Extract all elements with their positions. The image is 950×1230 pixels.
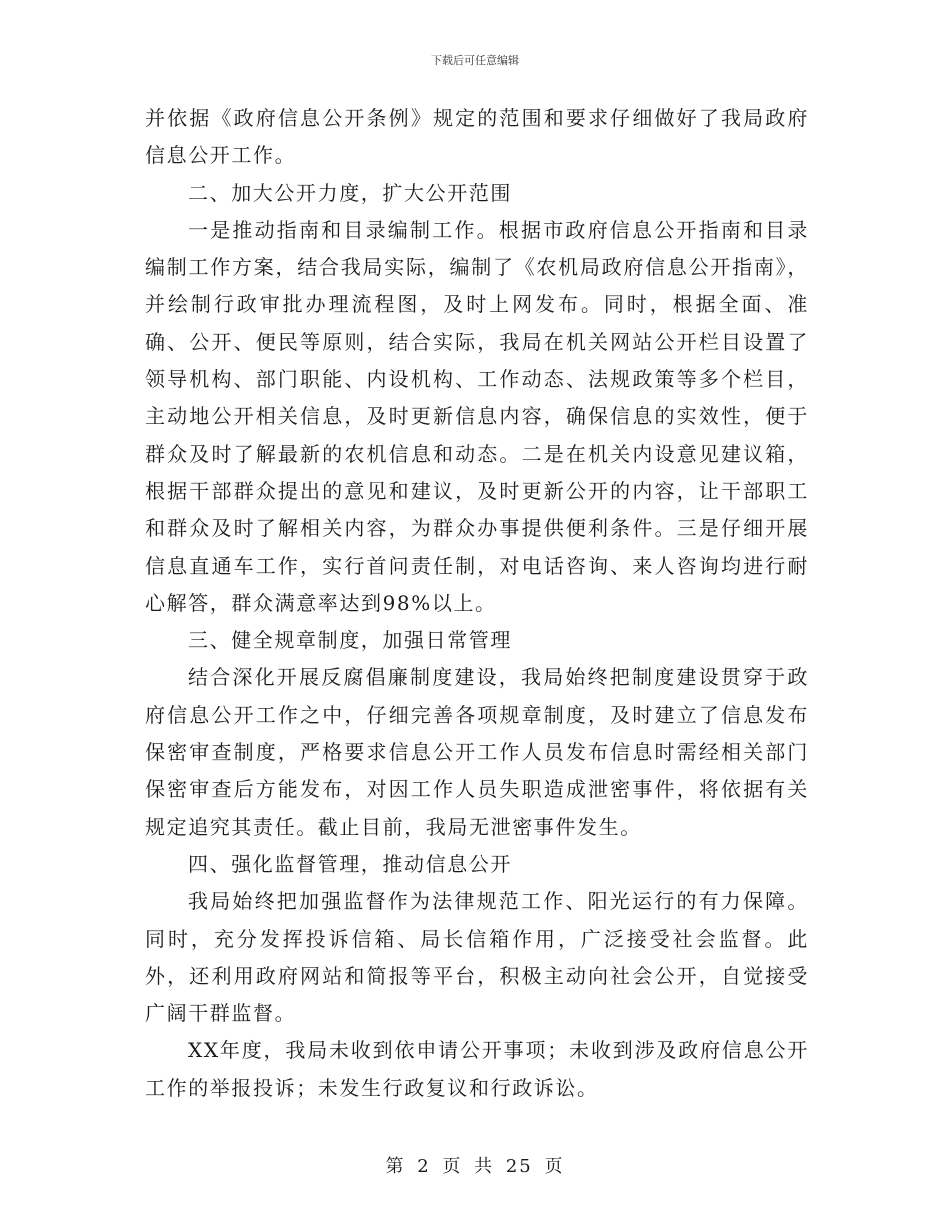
paragraph-annual-summary: XX年度，我局未收到依申请公开事项；未收到涉及政府信息公开工作的举报投诉；未发生行政复议和行政诉讼。 (145, 1038, 809, 1100)
section-heading-3: 三、健全规章制度，加强日常管理 (188, 628, 512, 653)
paragraph-section-4: 我局始终把加强监督作为法律规范工作、阳光运行的有力保障。同时，充分发挥投诉信箱、局长信箱作用，广泛接受社会监督。此外，还利用政府网站和简报等平台，积极主动向社会公开，自觉接受广阔干群监督。 (145, 889, 809, 1026)
section-heading-4: 四、强化监督管理，推动信息公开 (188, 851, 512, 876)
paragraph-continuation: 并依据《政府信息公开条例》规定的范围和要求仔细做好了我局政府信息公开工作。 (145, 106, 809, 168)
page-header: 下载后可任意编辑 (431, 54, 519, 67)
paragraph-section-2: 一是推动指南和目录编制工作。根据市政府信息公开指南和目录编制工作方案，结合我局实际，编制了《农机局政府信息公开指南》，并绘制行政审批办理流程图，及时上网发布。同时，根据全面、准确、公开、便民等原则，结合实际，我局在机关网站公开栏目设置了领导机构、部门职能、内设机构、工作动态、法规政策等多个栏目，主动地公开相关信息，及时更新信息内容，确保信息的实效性，便于群众及时了解最新的农机信息和动态。二是在机关内设意见建议箱，根据干部群众提出的意见和建议，及时更新公开的内容，让干部职工和群众及时了解相关内容，为群众办事提供便利条件。三是仔细开展信息直通车工作，实行首问责任制，对电话咨询、来人咨询均进行耐心解答，群众满意率达到98%以上。 (145, 217, 809, 615)
page-number: 第 2 页 共 25 页 (385, 1156, 565, 1177)
paragraph-section-3: 结合深化开展反腐倡廉制度建设，我局始终把制度建设贯穿于政府信息公开工作之中，仔细完善各项规章制度，及时建立了信息发布保密审查制度，严格要求信息公开工作人员发布信息时需经相关部门保密审查后方能发布，对因工作人员失职造成泄密事件，将依据有关规定追究其责任。截止目前，我局无泄密事件发生。 (145, 665, 809, 839)
section-heading-2: 二、加大公开力度，扩大公开范围 (188, 180, 512, 205)
document-body (145, 100, 809, 1107)
